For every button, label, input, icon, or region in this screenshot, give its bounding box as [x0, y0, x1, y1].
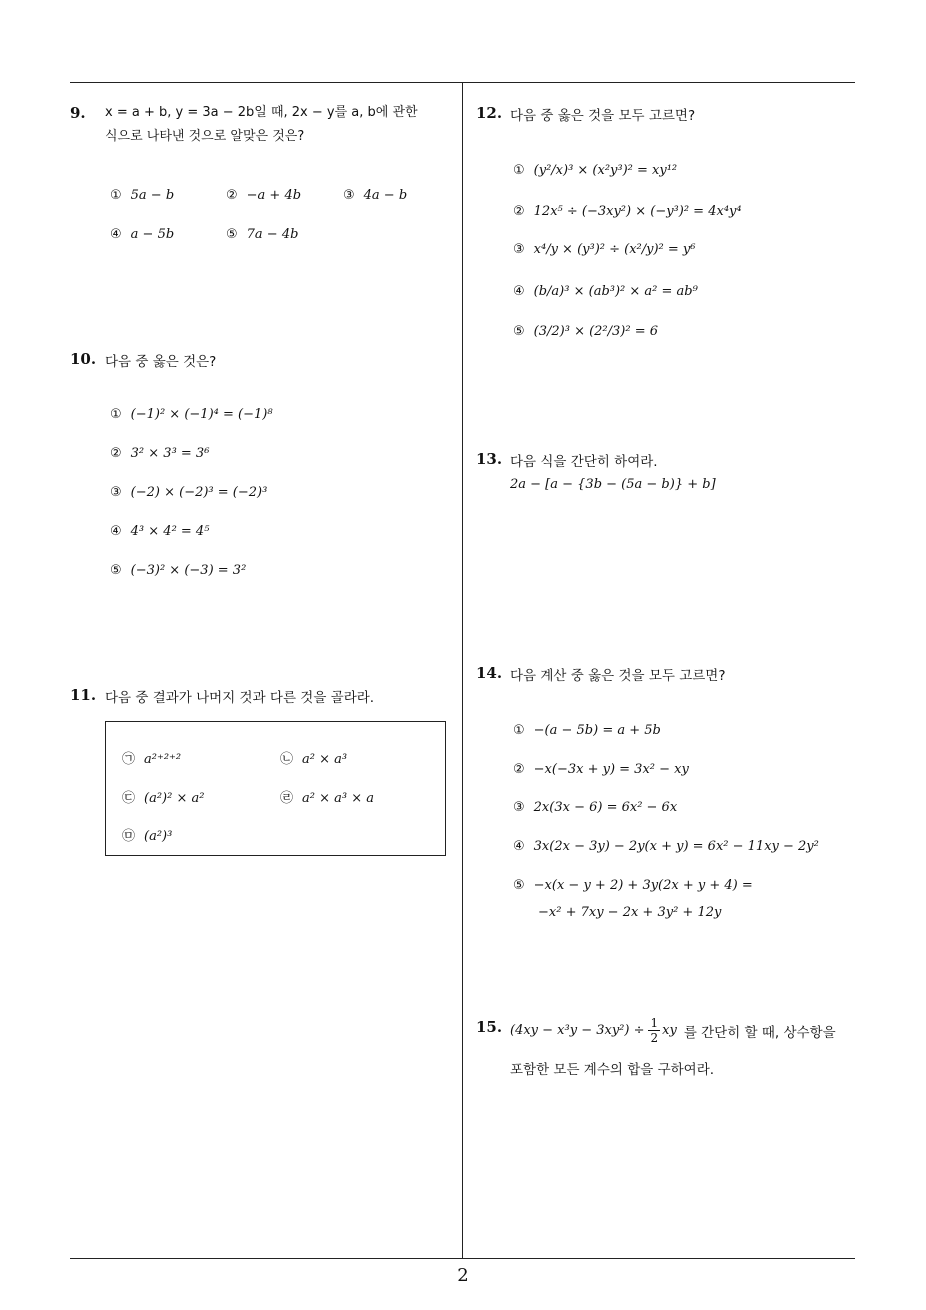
q9-option-3[interactable]: ③ 4a − b	[343, 188, 408, 203]
q15-fraction-numerator: 1	[650, 1016, 659, 1030]
q11-option-4[interactable]: ㉣ a² × a³ × a	[280, 791, 375, 806]
q10-option-4[interactable]: ④ 4³ × 4² = 4⁵	[110, 524, 210, 539]
q12-option-5[interactable]: ⑤ (3/2)³ × (2²/3)² = 6	[513, 324, 659, 339]
q9-line1: x = a + b, y = 3a − 2b일 때, 2x − y를 a, b에 관한	[105, 105, 418, 120]
q12-option-4[interactable]: ④ (b/a)³ × (ab³)² × a² = ab⁹	[513, 284, 698, 299]
q15-line1-text: 를 간단히 할 때, 상수항을	[683, 1024, 836, 1041]
q12-number: 12.	[476, 104, 503, 122]
q15-fraction-denominator: 2	[650, 1031, 659, 1045]
q15-fraction	[648, 1016, 660, 1045]
q12-text: 다음 중 옳은 것을 모두 고르면?	[510, 108, 696, 124]
q9-line2: 식으로 나타낸 것으로 알맞은 것은?	[105, 129, 305, 144]
q10-option-1[interactable]: ① (−1)² × (−1)⁴ = (−1)⁸	[110, 407, 273, 422]
q15-number: 15.	[476, 1018, 503, 1036]
q14-option-4[interactable]: ④ 3x(2x − 3y) − 2y(x + y) = 6x² − 11xy − 2y²	[513, 839, 819, 854]
q15-expr-before: (4xy − x³y − 3xy²) ÷	[510, 1023, 645, 1038]
q14-option-5[interactable]: ⑤ −x(x − y + 2) + 3y(2x + y + 4) =	[513, 878, 753, 893]
column-divider	[462, 83, 463, 1259]
page-number: 2	[457, 1265, 469, 1286]
q11-number: 11.	[70, 686, 97, 704]
q12-option-2[interactable]: ② 12x⁵ ÷ (−3xy²) × (−y³)² = 4x⁴y⁴	[513, 204, 742, 219]
q9-number: 9.	[70, 104, 86, 122]
q11-text: 다음 중 결과가 나머지 것과 다른 것을 골라라.	[105, 690, 375, 706]
q11-option-2[interactable]: ㉡ a² × a³	[280, 752, 348, 767]
q14-text: 다음 계산 중 옳은 것을 모두 고르면?	[510, 668, 726, 684]
q14-option-2[interactable]: ② −x(−3x + y) = 3x² − xy	[513, 762, 689, 777]
q9-option-2[interactable]: ② −a + 4b	[226, 188, 302, 203]
q14-option-1[interactable]: ① −(a − 5b) = a + 5b	[513, 723, 661, 738]
q9-option-5[interactable]: ⑤ 7a − 4b	[226, 227, 299, 242]
q15-line1	[510, 1016, 836, 1045]
q14-option-5-line2: −x² + 7xy − 2x + 3y² + 12y	[538, 905, 722, 920]
q10-text: 다음 중 옳은 것은?	[105, 354, 217, 370]
q9-text	[105, 101, 460, 149]
q11-option-3[interactable]: ㉢ (a²)² × a²	[122, 791, 205, 806]
q13-number: 13.	[476, 450, 503, 468]
q10-option-5[interactable]: ⑤ (−3)² × (−3) = 3²	[110, 563, 247, 578]
q14-number: 14.	[476, 664, 503, 682]
q13-expression: 2a − [a − {3b − (5a − b)} + b]	[510, 477, 716, 492]
q15-expr-after: xy	[662, 1023, 677, 1038]
q10-option-3[interactable]: ③ (−2) × (−2)³ = (−2)³	[110, 485, 268, 500]
q14-option-3[interactable]: ③ 2x(3x − 6) = 6x² − 6x	[513, 800, 678, 815]
q12-option-1[interactable]: ① (y²/x)³ × (x²y³)² = xy¹²	[513, 163, 678, 178]
q9-option-1[interactable]: ① 5a − b	[110, 188, 175, 203]
q12-option-3[interactable]: ③ x⁴/y × (y³)² ÷ (x²/y)² = y⁶	[513, 242, 696, 257]
q10-option-2[interactable]: ② 3² × 3³ = 3⁶	[110, 446, 210, 461]
q10-number: 10.	[70, 350, 97, 368]
q15-line2: 포함한 모든 계수의 합을 구하여라.	[510, 1062, 715, 1078]
q11-option-5[interactable]: ㉤ (a²)³	[122, 829, 173, 844]
q9-option-4[interactable]: ④ a − 5b	[110, 227, 175, 242]
q13-text: 다음 식을 간단히 하여라.	[510, 454, 658, 470]
q11-option-1[interactable]: ㉠ a²⁺²⁺²	[122, 752, 182, 767]
